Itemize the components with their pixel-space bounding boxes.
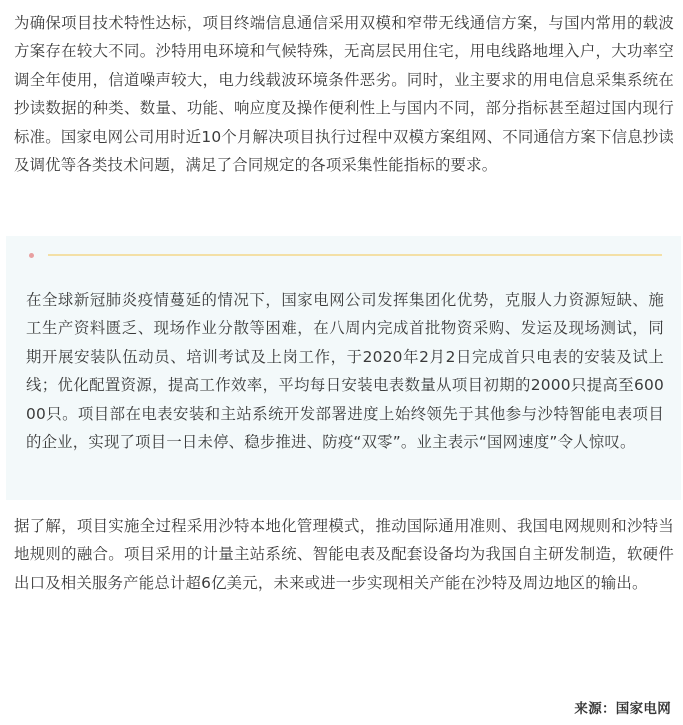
quote-divider	[48, 254, 662, 256]
article-paragraph-1: 为确保项目技术特性达标，项目终端信息通信采用双模和窄带无线通信方案，与国内常用的载波方案存在较大不同。沙特用电环境和气候特殊，无高层民用住宅，用电线路地埋入户，大功率空调全年使用，信道噪声较大，电力线载波环境条件恶劣。同时，业主要求的用电信息采集系统在抄读数据的种类、数量、功能、响应度及操作便利性上与国内不同，部分指标甚至超过国内现行标准。国家电网公司用时近10个月解决项目执行过程中双模方案组网、不同通信方案下信息抄读及调优等各类技术问题，满足了合同规定的各项采集性能指标的要求。	[14, 14, 674, 175]
quote-block	[6, 236, 681, 500]
article-paragraph-3: 据了解，项目实施全过程采用沙特本地化管理模式，推动国际通用准则、我国电网规则和沙特当地规则的融合。项目采用的计量主站系统、智能电表及配套设备均为我国自主研发制造，软硬件出口及相关服务产能总计超6亿美元，未来或进一步实现相关产能在沙特及周边地区的输出。	[14, 517, 674, 592]
source-credit: 来源：国家电网	[574, 701, 671, 717]
quote-text: 在全球新冠肺炎疫情蔓延的情况下，国家电网公司发挥集团化优势，克服人力资源短缺、施工生产资料匮乏、现场作业分散等困难，在八周内完成首批物资采购、发运及现场测试，同期开展安装队伍动员、培训考试及上岗工作，于2020年2月2日完成首只电表的安装及试上线；优化配置资源，提高工作效率，平均每日安装电表数量从项目初期的2000只提高至60000只。项目部在电表安装和主站系统开发部署进度上始终领先于其他参与沙特智能电表项目的企业，实现了项目一日未停、稳步推进、防疫“双零”。业主表示“国网速度”令人惊叹。	[26, 291, 664, 452]
quote-dot-icon	[29, 253, 34, 258]
